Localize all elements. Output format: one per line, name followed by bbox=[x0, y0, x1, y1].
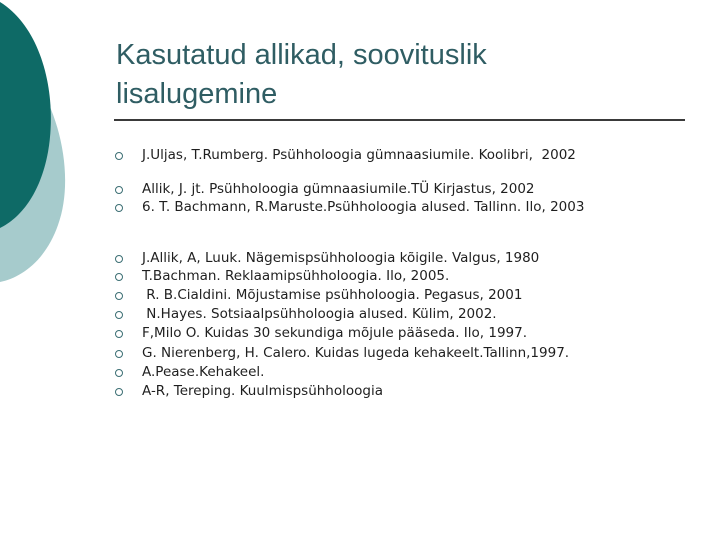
bullet-icon bbox=[115, 369, 123, 377]
bullet-icon bbox=[115, 330, 123, 338]
title-divider bbox=[114, 119, 685, 121]
reference-text: 6. T. Bachmann, R.Maruste.Psühholoogia alused. Tallinn. Ilo, 2003 bbox=[142, 199, 585, 215]
reference-text: A-R, Tereping. Kuulmispsühholoogia bbox=[142, 383, 383, 399]
slide-title-line-2: lisalugemine bbox=[116, 78, 278, 110]
decorative-teal-shapes bbox=[0, 0, 120, 300]
bullet-icon bbox=[115, 350, 123, 358]
bullet-icon bbox=[115, 311, 123, 319]
bullet-icon bbox=[115, 255, 123, 263]
reference-text: R. B.Cialdini. Mõjustamise psühholoogia. Pegasus, 2001 bbox=[142, 287, 523, 303]
reference-text: G. Nierenberg, H. Calero. Kuidas lugeda kehakeelt.Tallinn,1997. bbox=[142, 345, 570, 361]
slide-title-line-1: Kasutatud allikad, soovituslik bbox=[116, 39, 487, 71]
reference-text: F,Milo O. Kuidas 30 sekundiga mõjule pääseda. Ilo, 1997. bbox=[142, 325, 528, 341]
bullet-icon bbox=[115, 388, 123, 396]
reference-text: N.Hayes. Sotsiaalpsühholoogia alused. Külim, 2002. bbox=[142, 306, 497, 322]
reference-text: Allik, J. jt. Psühholoogia gümnaasiumile.TÜ Kirjastus, 2002 bbox=[142, 181, 535, 197]
bullet-icon bbox=[115, 186, 123, 194]
bullet-icon bbox=[115, 292, 123, 300]
bullet-icon bbox=[115, 204, 123, 212]
bullet-icon bbox=[115, 273, 123, 281]
bullet-icon bbox=[115, 152, 123, 160]
reference-text: J.Uljas, T.Rumberg. Psühholoogia gümnaasiumile. Koolibri, 2002 bbox=[142, 147, 576, 163]
slide-title bbox=[116, 36, 676, 114]
reference-text: A.Pease.Kehakeel. bbox=[142, 364, 265, 380]
reference-text: T.Bachman. Reklaamipsühholoogia. Ilo, 2005. bbox=[142, 268, 450, 284]
reference-text: J.Allik, A, Luuk. Nägemispsühholoogia kõigile. Valgus, 1980 bbox=[142, 250, 540, 266]
